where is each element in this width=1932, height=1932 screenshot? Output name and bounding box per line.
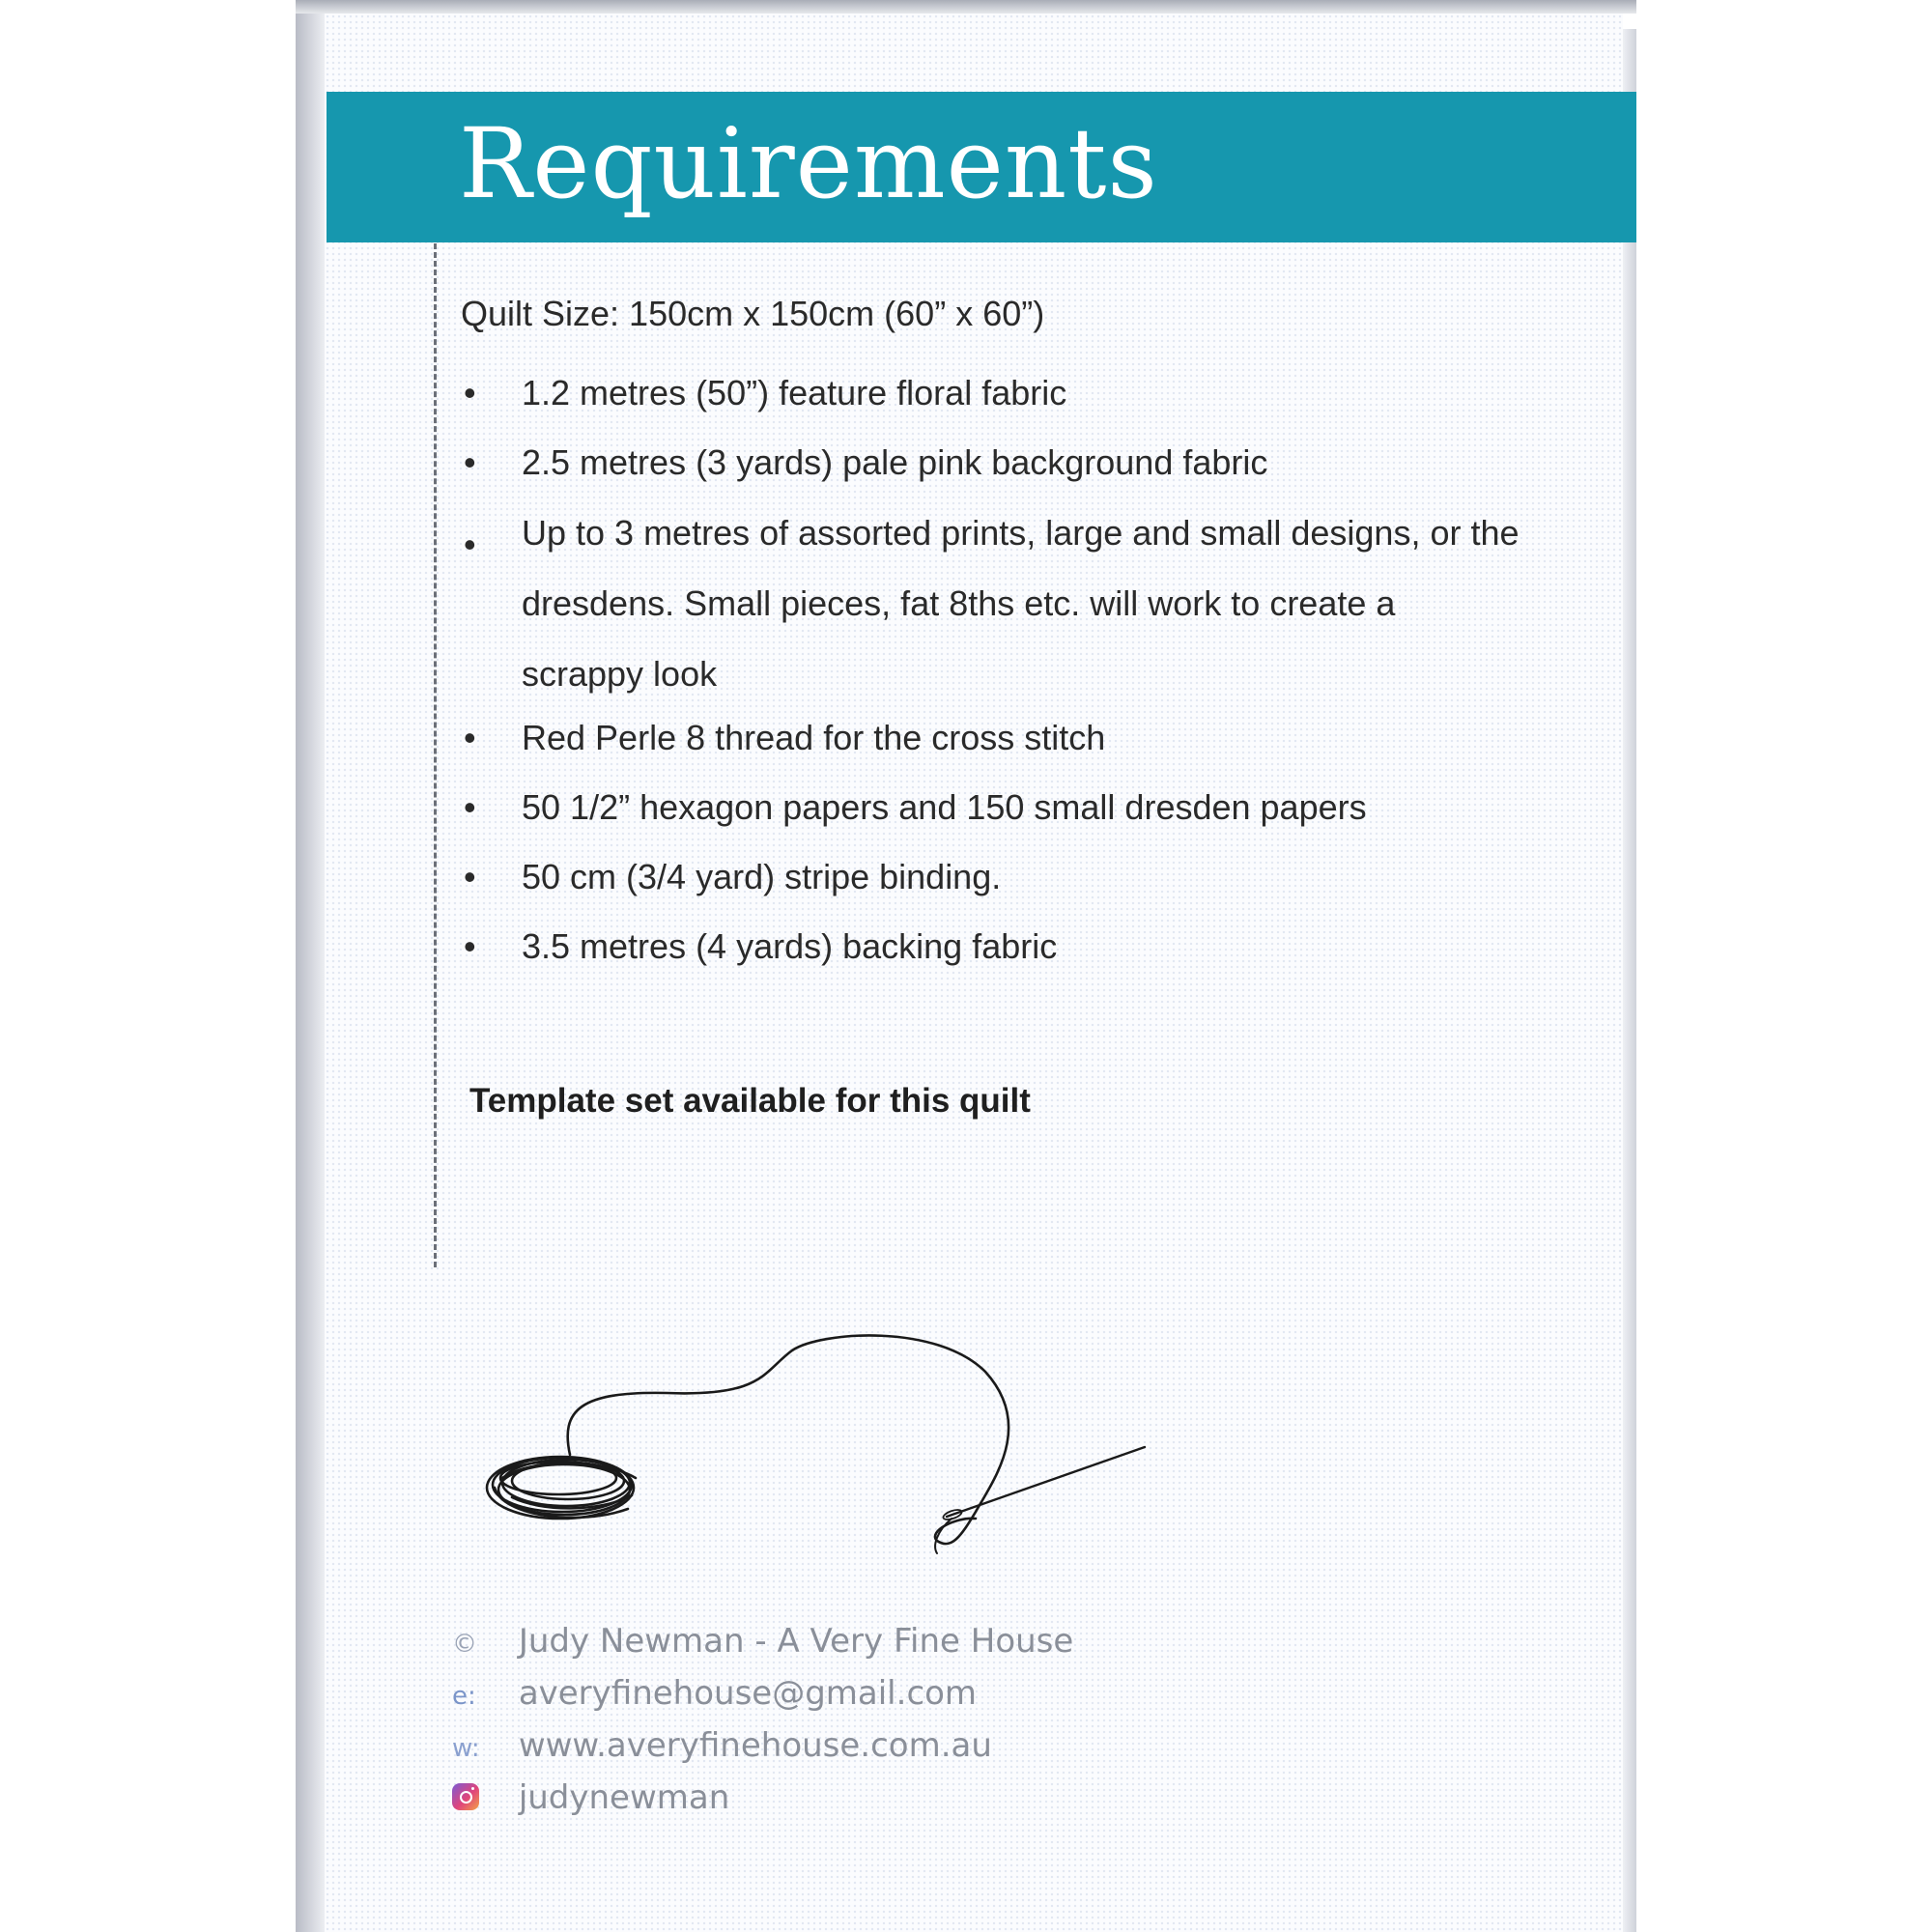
list-item [464, 370, 1526, 416]
bullet-icon: • [464, 373, 476, 412]
list-item-text: 50 1/2” hexagon papers and 150 small dresden papers [522, 787, 1367, 827]
instagram-icon [452, 1783, 479, 1810]
website-link[interactable]: www.averyfinehouse.com.au [518, 1726, 992, 1765]
requirements-list [464, 370, 1526, 993]
quilt-size-text: Quilt Size: 150cm x 150cm (60” x 60”) [461, 294, 1045, 333]
scan-right-shadow [1623, 29, 1636, 1932]
page-title: Requirements [459, 107, 1158, 220]
list-item [464, 784, 1526, 831]
stitch-divider [434, 243, 437, 1267]
list-item-text: 2.5 metres (3 yards) pale pink background fabric [522, 442, 1268, 482]
bullet-icon: • [464, 525, 476, 564]
email-link[interactable]: averyfinehouse@gmail.com [518, 1674, 978, 1713]
website-label: w: [452, 1734, 480, 1763]
copyright-label: © [452, 1630, 477, 1659]
scan-top-shadow [296, 0, 1636, 14]
bullet-icon: • [464, 718, 476, 757]
list-item-text: Red Perle 8 thread for the cross stitch [522, 718, 1106, 757]
footer-contact [452, 1615, 1321, 1824]
list-item-text: Up to 3 metres of assorted prints, large and small designs, or the dresdens. Small pieces, fat 8ths etc. will work to create a scrappy look [522, 513, 1520, 694]
footer-copyright [452, 1615, 1321, 1667]
list-item [464, 440, 1526, 486]
template-note: Template set available for this quilt [469, 1082, 1031, 1120]
email-label: e: [452, 1682, 476, 1711]
bullet-icon: • [464, 787, 476, 827]
list-item-text: 1.2 metres (50”) feature floral fabric [522, 373, 1067, 412]
bullet-icon: • [464, 442, 476, 482]
footer-website [452, 1719, 1321, 1772]
instagram-handle[interactable]: judynewman [518, 1778, 730, 1817]
bullet-icon: • [464, 857, 476, 896]
bullet-icon: • [464, 926, 476, 966]
footer-instagram [452, 1772, 1321, 1824]
list-item-text: 50 cm (3/4 yard) stripe binding. [522, 857, 1002, 896]
list-item [464, 497, 1526, 709]
list-item [464, 715, 1526, 761]
thread-and-needle-icon [473, 1333, 1169, 1555]
footer-email [452, 1667, 1321, 1719]
list-item-text: 3.5 metres (4 yards) backing fabric [522, 926, 1058, 966]
list-item [464, 854, 1526, 900]
scan-left-shadow [296, 0, 325, 1932]
copyright-text: Judy Newman - A Very Fine House [518, 1622, 1074, 1661]
list-item [464, 923, 1526, 970]
